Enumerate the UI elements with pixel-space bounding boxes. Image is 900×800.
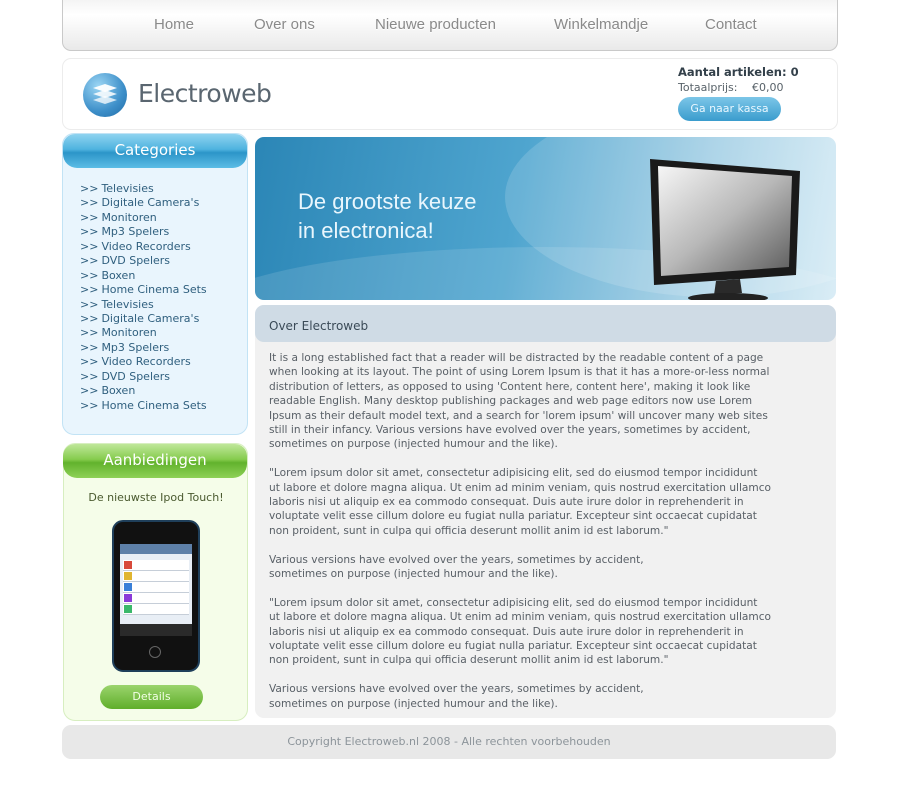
arrow-icon: >> bbox=[80, 355, 99, 369]
nav-winkelmandje[interactable]: Winkelmandje bbox=[554, 16, 649, 33]
banner-headline bbox=[298, 187, 477, 245]
categories-panel bbox=[62, 133, 248, 435]
site-header bbox=[62, 58, 838, 130]
category-item[interactable] bbox=[80, 326, 207, 340]
category-label: Mp3 Spelers bbox=[101, 340, 170, 354]
content-title: Over Electroweb bbox=[269, 319, 369, 333]
content-paragraph: Various versions have evolved over the years, sometimes by accident, sometimes on purpose (injected humour and the like). bbox=[269, 553, 644, 581]
categories-title: Categories bbox=[63, 134, 247, 168]
arrow-icon: >> bbox=[80, 326, 99, 340]
category-label: Monitoren bbox=[101, 210, 157, 224]
category-item[interactable] bbox=[80, 384, 207, 398]
category-label: DVD Spelers bbox=[101, 369, 171, 383]
details-button[interactable]: Details bbox=[100, 685, 203, 709]
offers-panel bbox=[63, 443, 248, 721]
monitor-image bbox=[648, 157, 808, 300]
category-item[interactable] bbox=[80, 355, 207, 369]
content-paragraph: "Lorem ipsum dolor sit amet, consectetur adipisicing elit, sed do eiusmod tempor incididunt ut labore et dolore magna aliqua. Ut enim ad minim veniam, quis nostrud exercitation ullamco laboris nisi ut aliquip ex ea commodo consequat. Duis aute irure dolor in reprehenderit in voluptate velit esse cillum dolore eu fugiat nulla pariatur. Excepteur sint occaecat cupidatat non proident, sunt in culpa qui officia deserunt mollit anim id est laborum." bbox=[269, 596, 772, 667]
category-label: Mp3 Spelers bbox=[101, 225, 170, 239]
category-item[interactable] bbox=[80, 370, 207, 384]
category-item[interactable] bbox=[80, 312, 207, 326]
category-label: Televisies bbox=[101, 182, 154, 195]
arrow-icon: >> bbox=[80, 311, 99, 325]
category-label: Home Cinema Sets bbox=[101, 398, 207, 412]
category-label: Boxen bbox=[101, 268, 136, 282]
banner-line-2: in electronica! bbox=[298, 218, 434, 243]
ipod-screen bbox=[120, 544, 192, 636]
category-item[interactable] bbox=[80, 298, 207, 312]
nav-over-ons[interactable]: Over ons bbox=[254, 16, 315, 33]
offers-title: Aanbiedingen bbox=[63, 444, 247, 478]
category-item[interactable] bbox=[80, 182, 207, 196]
arrow-icon: >> bbox=[80, 268, 99, 282]
nav-nieuwe-producten[interactable]: Nieuwe producten bbox=[375, 16, 496, 33]
category-label: Digitale Camera's bbox=[101, 196, 200, 210]
content-paragraph: Various versions have evolved over the years, sometimes by accident, sometimes on purpose (injected humour and the like). bbox=[269, 683, 644, 710]
content-paragraph: "Lorem ipsum dolor sit amet, consectetur adipisicing elit, sed do eiusmod tempor incididunt ut labore et dolore magna aliqua. Ut enim ad minim veniam, quis nostrud exercitation ullamco laboris nisi ut aliquip ex ea commodo consequat. Duis aute irure dolor in reprehenderit in voluptate velit esse cillum dolore eu fugiat nulla pariatur. Excepteur sint occaecat cupidatat non proident, sunt in culpa qui officia deserunt mollit anim id est laborum." bbox=[269, 467, 772, 537]
category-item[interactable] bbox=[80, 341, 207, 355]
arrow-icon: >> bbox=[80, 254, 99, 268]
offer-text: De nieuwste Ipod Touch! bbox=[88, 491, 224, 504]
cart-total bbox=[678, 81, 818, 94]
arrow-icon: >> bbox=[80, 182, 99, 195]
content-body bbox=[269, 351, 809, 725]
category-item[interactable] bbox=[80, 225, 207, 239]
category-label: Digitale Camera's bbox=[101, 311, 200, 325]
category-label: DVD Spelers bbox=[101, 254, 171, 268]
banner-line-1: De grootste keuze bbox=[298, 189, 477, 214]
arrow-icon: >> bbox=[80, 340, 99, 354]
site-name[interactable]: Electroweb bbox=[138, 79, 272, 108]
arrow-icon: >> bbox=[80, 297, 99, 311]
arrow-icon: >> bbox=[80, 398, 99, 412]
cart-total-value: €0,00 bbox=[752, 81, 784, 94]
category-item[interactable] bbox=[80, 254, 207, 268]
footer bbox=[62, 725, 836, 759]
cart-total-label: Totaalprijs: bbox=[678, 81, 738, 94]
top-navigation bbox=[62, 0, 838, 51]
copyright-text: Copyright Electroweb.nl 2008 - Alle rechten voorbehouden bbox=[287, 735, 611, 748]
categories-list bbox=[80, 182, 207, 413]
arrow-icon: >> bbox=[80, 283, 99, 297]
arrow-icon: >> bbox=[80, 369, 99, 383]
hero-banner bbox=[255, 137, 836, 300]
category-label: Monitoren bbox=[101, 326, 157, 340]
category-item[interactable] bbox=[80, 211, 207, 225]
nav-home[interactable]: Home bbox=[154, 16, 195, 33]
arrow-icon: >> bbox=[80, 210, 99, 224]
category-item[interactable] bbox=[80, 240, 207, 254]
category-label: Home Cinema Sets bbox=[101, 283, 207, 297]
category-label: Boxen bbox=[101, 384, 136, 398]
cart-summary bbox=[678, 65, 818, 115]
main-content bbox=[255, 305, 836, 718]
nav-contact[interactable]: Contact bbox=[705, 16, 757, 33]
ipod-home-button bbox=[149, 646, 161, 658]
arrow-icon: >> bbox=[80, 384, 99, 398]
category-item[interactable] bbox=[80, 196, 207, 210]
content-header bbox=[255, 305, 836, 342]
category-item[interactable] bbox=[80, 283, 207, 297]
checkout-button[interactable]: Ga naar kassa bbox=[678, 97, 781, 121]
ipod-image[interactable] bbox=[112, 520, 200, 672]
category-item[interactable] bbox=[80, 399, 207, 413]
arrow-icon: >> bbox=[80, 239, 99, 253]
category-item[interactable] bbox=[80, 269, 207, 283]
arrow-icon: >> bbox=[80, 196, 99, 210]
arrow-icon: >> bbox=[80, 225, 99, 239]
category-label: Video Recorders bbox=[101, 239, 191, 253]
content-paragraph: It is a long established fact that a reader will be distracted by the readable content of a page when looking at its layout. The point of using Lorem Ipsum is that it has a more-or-less normal distribution of letters, as opposed to using 'Content here, content here', making it look like readable English. Many desktop publishing packages and web page editors now use Lorem Ipsum as their default model text, and a search for 'lorem ipsum' will uncover many web sites still in their infancy. Various versions have evolved over the years, sometimes by accident, sometimes on purpose (injected humour and the like). bbox=[269, 352, 770, 451]
cart-count: Aantal artikelen: 0 bbox=[678, 65, 799, 79]
category-label: Video Recorders bbox=[101, 355, 191, 369]
category-label: Televisies bbox=[101, 297, 154, 311]
logo-icon[interactable] bbox=[83, 73, 127, 117]
